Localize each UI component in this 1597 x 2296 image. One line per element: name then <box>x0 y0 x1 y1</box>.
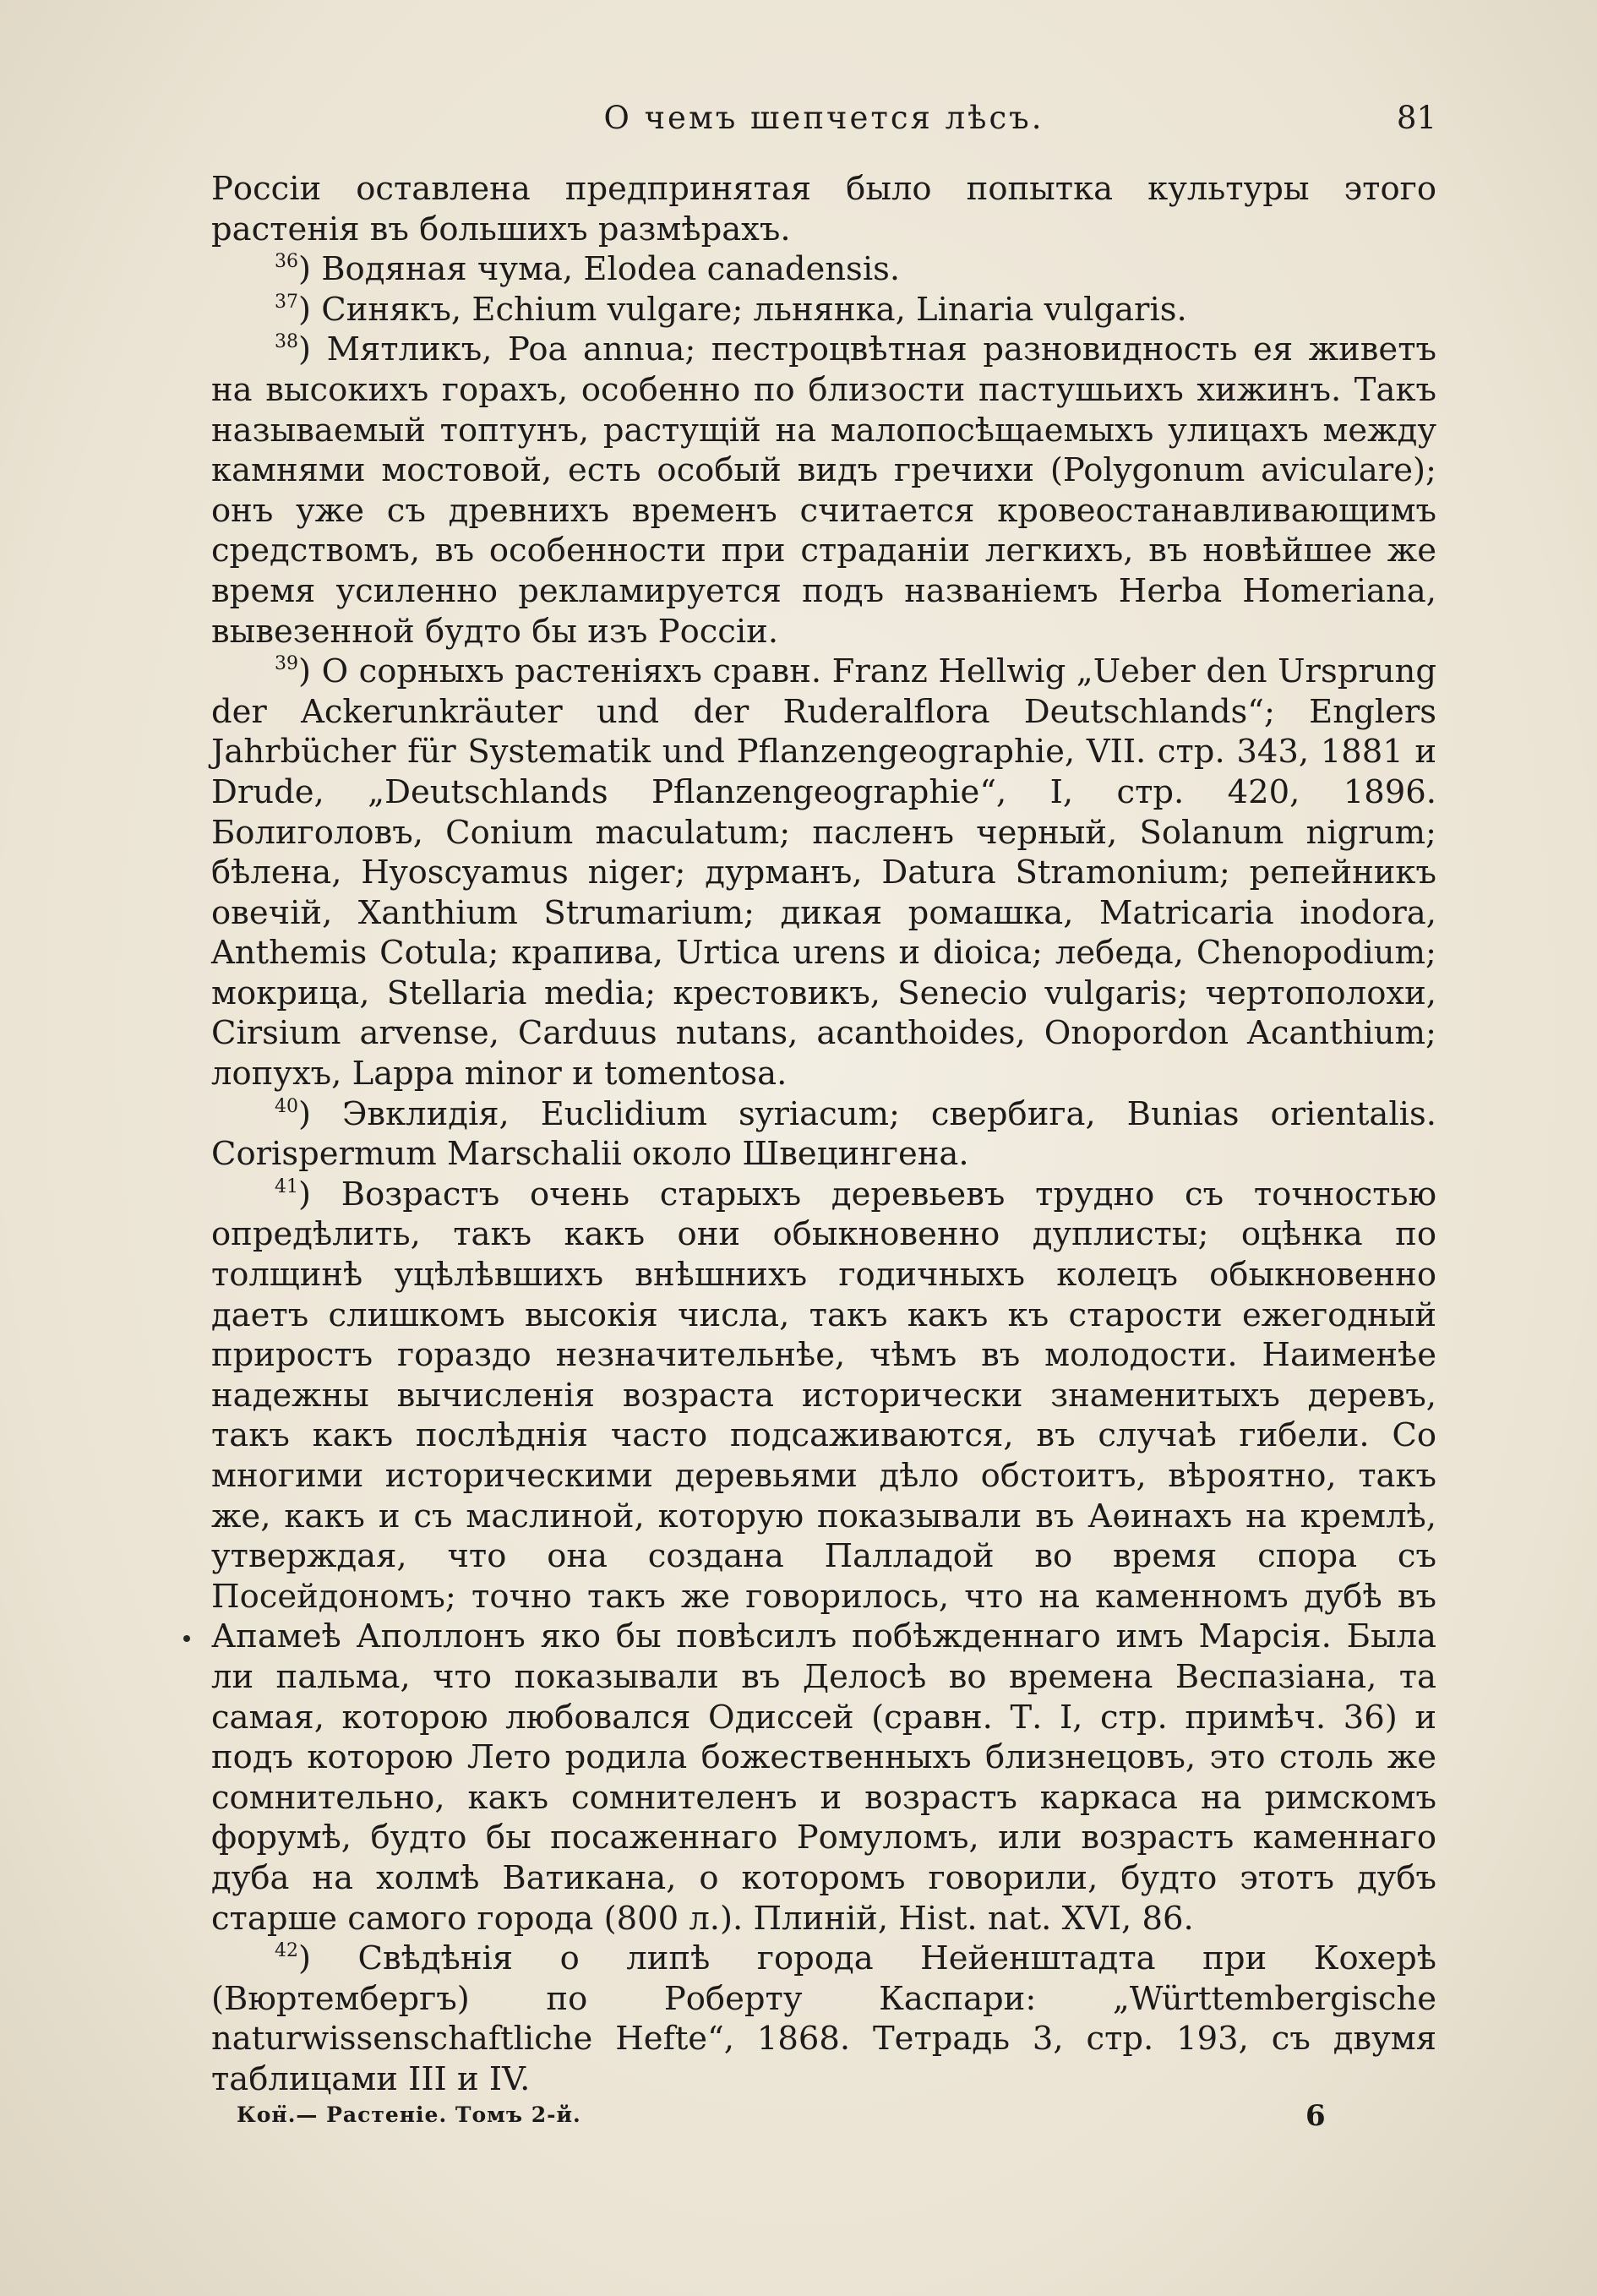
printers-signature: Кон̈.— Растеніе. Томъ 2-й. <box>237 2102 581 2127</box>
note-41: $^{41}$) Возрастъ очень старыхъ деревьевъ трудно съ точностью опредѣлить, такъ какъ они обыкновенно дуплисты; оцѣнка по толщинѣ уцѣлѣвшихъ внѣшнихъ годичныхъ колецъ обыкновенно даетъ слишкомъ высокія числа, такъ какъ къ старости ежегодный приростъ гораздо незначительнѣе, чѣмъ въ молодости. Наименѣе надежны вычисленія возраста исторически знаменитыхъ деревъ, такъ какъ послѣднія часто подсаживаются, въ случаѣ гибели. Со многими историческими деревьями дѣло обстоитъ, вѣроятно, такъ же, какъ и съ маслиной, которую показывали въ Аѳинахъ на кремлѣ, утверждая, что она создана Палладой во время спора съ Посейдономъ; точно такъ же говорилось, что на каменномъ дубѣ въ Апамеѣ Аполлонъ яко бы повѣсилъ побѣжденнаго имъ Марсія. Была ли пальма, что показывали въ Делосѣ во времена Веспазіана, та самая, которою любовался Одиссей (сравн. Т. I, стр. примѣч. 36) и подъ которою Лето родила божественныхъ близнецовъ, это столь же сомнительно, какъ сомнителенъ и возрастъ каркаса на римскомъ форумѣ, будто бы посаженнаго Ромуломъ, или возрастъ каменнаго дуба на холмѣ Ватикана, о которомъ говорили, будто этотъ дубъ старше самого города (800 л.). Плиній, Hist. nat. XVI, 86. <box>211 1175 1436 1938</box>
note-37: $^{37}$) Синякъ, Echium vulgare; льнянка, Linaria vulgaris. <box>275 290 1187 329</box>
continued-paragraph: Россіи оставлена предпринятая было попытка культуры этого растенія въ большихъ размѣрахъ. <box>211 170 1436 248</box>
note-40: $^{40}$) Эвклидія, Euclidium syriacum; свербига, Bunias orientalis. Corispermum Marschalii около Швецингена. <box>211 1094 1436 1174</box>
ink-speck <box>183 1635 190 1642</box>
note-39: $^{39}$) О сорныхъ растеніяхъ сравн. Franz Hellwig „Ueber den Ursprung der Ackerunkräuter und der Ruderalflora Deutschlands“; Englers Jahrbücher für Systematik und Pflanzengeographie, VII. стр. 343, 1881 и Drude, „Deutschlands Pflanzengeographie“, I, стр. 420, 1896. Болиголовъ, Conium maculatum; пасленъ черный, Solanum nigrum; бѣлена, Hyoscyamus niger; дурманъ, Datura Stramonium; репейникъ овечій, Xanthium Strumarium; дикая ромашка, Matricaria inodora, Anthemis Cotula; крапива, Urtica urens и dioica; лебеда, Chenopodium; мокрица, Stellaria media; крестовикъ, Senecio vulgaris; чертополохи, Cirsium arvense, Carduus nutans, acanthoides, Onopordon Acanthium; лопухъ, Lappa minor и tomentosa. <box>211 652 1436 1093</box>
running-head <box>211 100 1436 150</box>
note-number: 36 <box>275 251 298 273</box>
page-footer <box>211 2099 1436 2145</box>
note-text: Синякъ, Echium vulgare; льнянка, Linaria vulgaris. <box>321 290 1187 329</box>
note-text: О сорныхъ растеніяхъ сравн. Franz Hellwig „Ueber den Ursprung der Ackerunkräuter und der Ruderalflora Deutschlands“; Englers Jahrbücher für Systematik und Pflanzengeographie, VII. стр. 343, 1881 и Drude, „Deutschlands Pflanzengeographie“, I, стр. 420, 1896. Болиголовъ, Conium maculatum; пасленъ черный, Solanum nigrum; бѣлена, Hyoscyamus niger; дурманъ, Datura Stramonium; репейникъ овечій, Xanthium Strumarium; дикая ромашка, Matricaria inodora, Anthemis Cotula; крапива, Urtica urens и dioica; лебеда, Chenopodium; мокрица, Stellaria media; крестовикъ, Senecio vulgaris; чертополохи, Cirsium arvense, Carduus nutans, acanthoides, Onopordon Acanthium; лопухъ, Lappa minor и tomentosa. <box>211 652 1436 1093</box>
footnotes-text <box>211 169 1436 2100</box>
note-text: Водяная чума, Elodea canadensis. <box>321 250 901 289</box>
note-36: $^{36}$) Водяная чума, Elodea canadensis. <box>275 250 901 289</box>
sheet-number: 6 <box>1305 2099 1326 2133</box>
note-38: $^{38}$) Мятликъ, Poa annua; пестроцвѣтная разновидность ея живетъ на высокихъ горахъ, особенно по близости пастушьихъ хижинъ. Такъ называемый топтунъ, растущій на малопосѣщаемыхъ улицахъ между камнями мостовой, есть особый видъ гречихи (Polygonum aviculare); онъ уже съ древнихъ временъ считается кровеостанавливающимъ средствомъ, въ особенности при страданіи легкихъ, въ новѣйшее же время усиленно рекламируется подъ названіемъ Herba Homeriana, вывезенной будто бы изъ Россіи. <box>211 330 1436 651</box>
note-42: $^{42}$) Свѣдѣнія о липѣ города Нейенштадта при Кохерѣ (Вюртембергъ) по Роберту Каспари: „Württembergische naturwissenschaftliche Hefte“, 1868. Тетрадь 3, стр. 193, съ двумя таблицами III и IV. <box>211 1939 1436 2098</box>
note-number: 42 <box>275 1940 298 1962</box>
note-number: 41 <box>275 1175 298 1197</box>
note-number: 38 <box>275 331 298 353</box>
note-text: Свѣдѣнія о липѣ города Нейенштадта при Кохерѣ (Вюртембергъ) по Роберту Каспари: „Württembergische naturwissenschaftliche Hefte“, 1868. Тетрадь 3, стр. 193, съ двумя таблицами III и IV. <box>211 1939 1436 2098</box>
note-text: Мятликъ, Poa annua; пестроцвѣтная разновидность ея живетъ на высокихъ горахъ, особенно по близости пастушьихъ хижинъ. Такъ называемый топтунъ, растущій на малопосѣщаемыхъ улицахъ между камнями мостовой, есть особый видъ гречихи (Polygonum aviculare); онъ уже съ древнихъ временъ считается кровеостанавливающимъ средствомъ, въ особенности при страданіи легкихъ, въ новѣйшее же время усиленно рекламируется подъ названіемъ Herba Homeriana, вывезенной будто бы изъ Россіи. <box>211 330 1436 651</box>
note-text: Эвклидія, Euclidium syriacum; свербига, Bunias orientalis. Corispermum Marschalii около Швецингена. <box>211 1094 1436 1174</box>
note-number: 40 <box>275 1095 298 1117</box>
note-number: 39 <box>275 653 298 675</box>
note-text: Возрастъ очень старыхъ деревьевъ трудно съ точностью опредѣлить, такъ какъ они обыкновенно дуплисты; оцѣнка по толщинѣ уцѣлѣвшихъ внѣшнихъ годичныхъ колецъ обыкновенно даетъ слишкомъ высокія числа, такъ какъ къ старости ежегодный приростъ гораздо незначительнѣе, чѣмъ въ молодости. Наименѣе надежны вычисленія возраста исторически знаменитыхъ деревъ, такъ какъ послѣднія часто подсаживаются, въ случаѣ гибели. Со многими историческими деревьями дѣло обстоитъ, вѣроятно, такъ же, какъ и съ маслиной, которую показывали въ Аѳинахъ на кремлѣ, утверждая, что она создана Палладой во время спора съ Посейдономъ; точно такъ же говорилось, что на каменномъ дубѣ въ Апамеѣ Аполлонъ яко бы повѣсилъ побѣжденнаго имъ Марсія. Была ли пальма, что показывали въ Делосѣ во времена Веспазіана, та самая, которою любовался Одиссей (сравн. Т. I, стр. примѣч. 36) и подъ которою Лето родила божественныхъ близнецовъ, это столь же сомнительно, какъ сомнителенъ и возрастъ каркаса на римскомъ форумѣ, будто бы посаженнаго Ромуломъ, или возрастъ каменнаго дуба на холмѣ Ватикана, о которомъ говорили, будто этотъ дубъ старше самого города (800 л.). Плиній, Hist. nat. XVI, 86. <box>211 1175 1436 1938</box>
running-title: О чемъ шепчется лѣсъ. <box>603 100 1044 136</box>
page-number: 81 <box>1396 100 1436 136</box>
note-number: 37 <box>275 291 298 313</box>
